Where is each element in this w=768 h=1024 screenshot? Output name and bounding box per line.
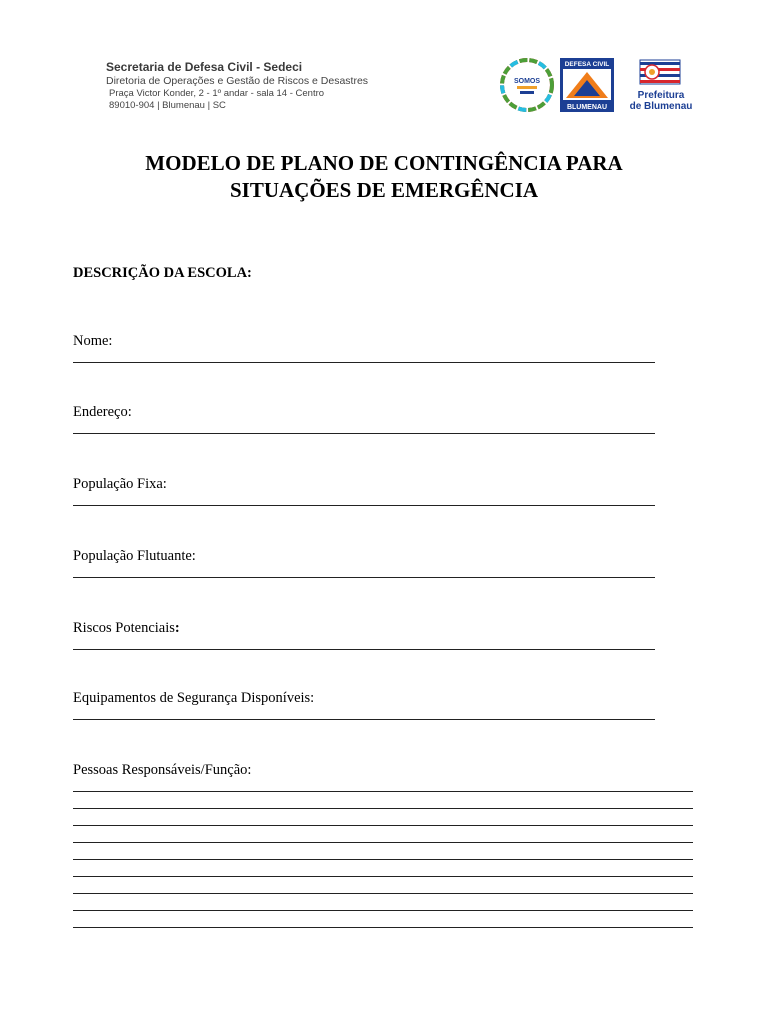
ods-logo xyxy=(500,58,554,112)
defesa-civil-top-text: DEFESA CIVIL xyxy=(564,61,610,68)
prefeitura-logo xyxy=(622,58,700,112)
answer-line-nome[interactable] xyxy=(73,362,655,363)
prefeitura-line1: Prefeitura xyxy=(637,90,685,101)
letterhead xyxy=(106,60,368,112)
field-label-endereco: Endereço: xyxy=(73,404,132,420)
prefeitura-line2: de Blumenau xyxy=(629,101,693,112)
org-name: Secretaria de Defesa Civil - Sedeci xyxy=(106,60,303,74)
riscos-label-text: Riscos Potenciais xyxy=(73,620,175,636)
field-label-populacao-flutuante: População Flutuante: xyxy=(73,548,196,564)
answer-line-pessoas-4[interactable] xyxy=(73,842,693,843)
answer-line-pessoas-9[interactable] xyxy=(73,927,693,928)
riscos-label-colon: : xyxy=(174,620,180,636)
defesa-civil-logo xyxy=(560,58,614,112)
section-title: DESCRIÇÃO DA ESCOLA: xyxy=(73,265,252,281)
title-line-2: SITUAÇÕES DE EMERGÊNCIA xyxy=(229,178,539,202)
city-line: 89010-904 | Blumenau | SC xyxy=(109,100,226,111)
answer-line-pessoas-2[interactable] xyxy=(73,808,693,809)
answer-line-riscos[interactable] xyxy=(73,649,655,650)
answer-line-pessoas-6[interactable] xyxy=(73,876,693,877)
field-label-populacao-fixa: População Fixa: xyxy=(73,476,167,492)
title-line-1: MODELO DE PLANO DE CONTINGÊNCIA PARA xyxy=(145,151,623,175)
address-line: Praça Victor Konder, 2 - 1º andar - sala 14 - Centro xyxy=(109,88,325,99)
document-title xyxy=(0,150,768,204)
field-label-equipamentos: Equipamentos de Segurança Disponíveis: xyxy=(73,690,315,706)
answer-line-endereco[interactable] xyxy=(73,433,655,434)
field-label-nome: Nome: xyxy=(73,333,113,349)
department-name: Diretoria de Operações e Gestão de Riscos e Desastres xyxy=(106,75,369,87)
answer-line-equipamentos[interactable] xyxy=(73,719,655,720)
answer-line-pessoas-8[interactable] xyxy=(73,910,693,911)
field-label-riscos xyxy=(73,620,180,637)
answer-line-populacao-fixa[interactable] xyxy=(73,505,655,506)
logos-group xyxy=(500,58,700,112)
answer-line-pessoas-1[interactable] xyxy=(73,791,693,792)
field-label-pessoas: Pessoas Responsáveis/Função: xyxy=(73,762,252,778)
answer-line-populacao-flutuante[interactable] xyxy=(73,577,655,578)
defesa-civil-bottom-text: BLUMENAU xyxy=(566,104,608,111)
answer-line-pessoas-5[interactable] xyxy=(73,859,693,860)
answer-line-pessoas-7[interactable] xyxy=(73,893,693,894)
ods-text: SOMOS xyxy=(513,78,541,85)
answer-line-pessoas-3[interactable] xyxy=(73,825,693,826)
